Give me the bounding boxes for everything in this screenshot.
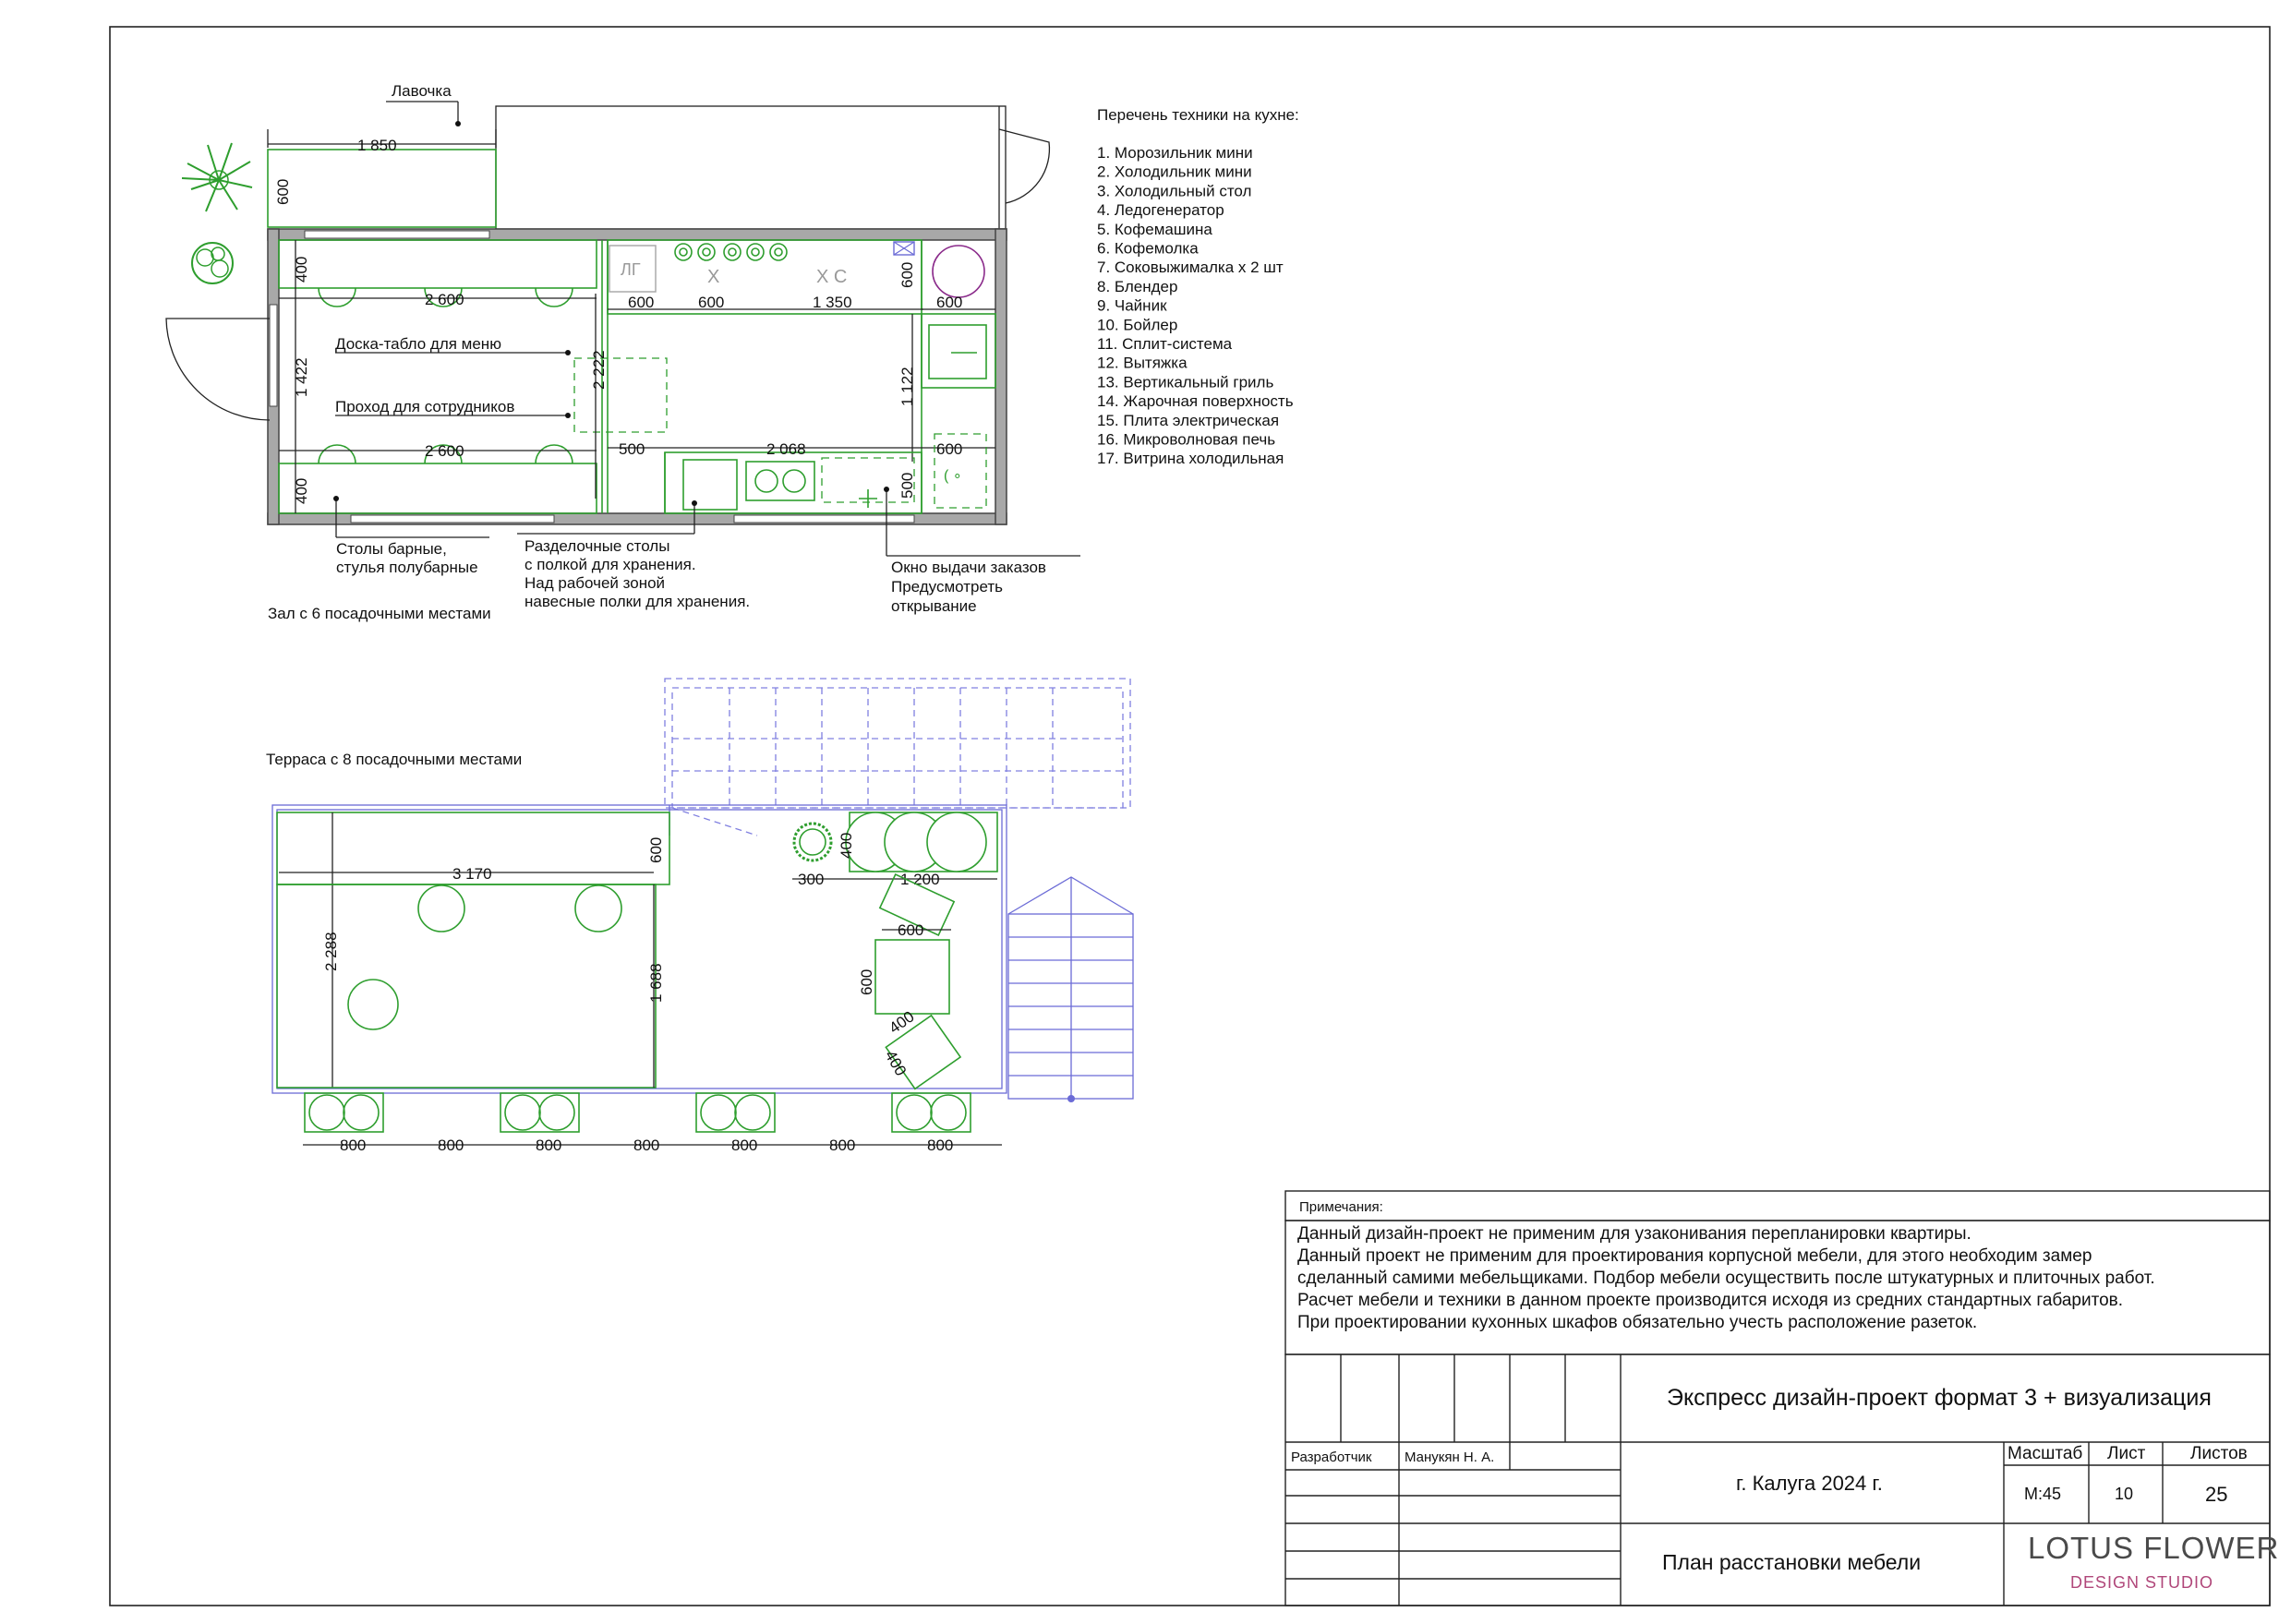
- equipment-item: 11. Сплит-система: [1097, 335, 1233, 353]
- stove: [746, 462, 814, 500]
- dim-k500v: 500: [898, 472, 916, 499]
- sheets-count: 25: [2205, 1483, 2228, 1506]
- developer-label: Разработчик: [1291, 1450, 1372, 1465]
- scale-label: Масштаб: [2008, 1444, 2083, 1463]
- equipment-item: 8. Блендер: [1097, 277, 1178, 295]
- dim-t800: 800: [438, 1137, 464, 1154]
- dim-k600v: 600: [898, 261, 916, 288]
- project-title: Экспресс дизайн-проект формат 3 + визуализация: [1667, 1385, 2212, 1411]
- equipment-item: 5. Кофемашина: [1097, 220, 1212, 238]
- awning-outline: [496, 106, 1006, 229]
- note-line: При проектировании кухонных шкафов обязательно учесть расположение разеток.: [1297, 1313, 1978, 1332]
- stool: [539, 1095, 574, 1130]
- equipment-item: 17. Витрина холодильная: [1097, 450, 1284, 468]
- dim-pass: 2 222: [590, 350, 608, 390]
- plant-icon: [192, 243, 233, 283]
- dim-t600a: 600: [898, 921, 924, 939]
- sheets-label: Листов: [2190, 1444, 2248, 1463]
- dim-t3170: 3 170: [452, 865, 492, 883]
- equipment-item: 15. Плита электрическая: [1097, 411, 1280, 429]
- dim-k600d: 600: [936, 440, 963, 458]
- dim-t400: 400: [838, 832, 855, 859]
- dim-t400b: 400: [881, 1047, 910, 1079]
- dim-t800: 800: [927, 1137, 954, 1154]
- kiosk-plan: [166, 82, 1080, 622]
- label-xc: Х С: [816, 267, 848, 287]
- dim-top-counter: 2 600: [425, 291, 464, 308]
- stool: [505, 1095, 540, 1130]
- dim-t400a: 400: [886, 1007, 918, 1038]
- equipment-item: 14. Жарочная поверхность: [1097, 392, 1294, 411]
- label-staff-pass: Проход для сотрудников: [335, 398, 515, 415]
- dim-k1350: 1 350: [813, 294, 852, 311]
- stairs: [1008, 877, 1133, 1102]
- svg-text:( ∘: ( ∘: [944, 468, 962, 484]
- equipment-item: 3. Холодильный стол: [1097, 182, 1252, 200]
- equipment-item: 16. Микроволновая печь: [1097, 430, 1276, 449]
- developer-name: Манукян Н. А.: [1405, 1450, 1495, 1465]
- bar-counter-top: [279, 240, 597, 288]
- note-line: Данный дизайн-проект не применим для узаконивания перепланировки квартиры.: [1297, 1224, 1971, 1244]
- stool: [344, 1095, 379, 1130]
- label-x: Х: [707, 267, 720, 287]
- bench: [268, 150, 496, 227]
- logo-sub: DESIGN STUDIO: [2070, 1573, 2214, 1592]
- dim-t600v: 600: [858, 968, 875, 995]
- note-line: сделанный самими мебельщиками. Подбор мебели осуществить после штукатурных и плиточных работ.: [1297, 1269, 2155, 1288]
- equipment-item: 4. Ледогенератор: [1097, 201, 1224, 220]
- label-bar-tables-1: Столы барные,: [336, 540, 447, 558]
- dim-t1688: 1 688: [647, 963, 665, 1003]
- label-lg: ЛГ: [621, 260, 641, 279]
- boiler-icon: [933, 246, 984, 297]
- sheet-label: Лист: [2107, 1444, 2146, 1463]
- label-terrace: Терраса с 8 посадочными местами: [266, 751, 523, 768]
- label-window-2: Предусмотреть: [891, 578, 1004, 595]
- equipment-item: 10. Бойлер: [1097, 316, 1178, 334]
- terrace-square-table: [875, 940, 949, 1014]
- entrance-door: [166, 319, 270, 420]
- label-bench: Лавочка: [392, 82, 452, 100]
- label-menu-board: Доска-табло для меню: [335, 335, 501, 353]
- logo-main: LOTUS FLOWER: [2028, 1531, 2280, 1565]
- dim-t300: 300: [798, 871, 825, 888]
- dim-t600: 600: [647, 836, 665, 863]
- dim-bottom-counter-h: 400: [293, 477, 310, 504]
- dim-t800: 800: [731, 1137, 758, 1154]
- wall-right: [995, 229, 1007, 524]
- note-line: Расчет мебели и техники в данном проекте производится исходя из средних стандартных габаритов.: [1297, 1291, 2124, 1310]
- equipment-item: 9. Чайник: [1097, 296, 1167, 315]
- dim-k500: 500: [619, 440, 645, 458]
- terrace-plan: [266, 679, 1133, 1154]
- label-window-1: Окно выдачи заказов: [891, 559, 1046, 576]
- equipment-list-title: Перечень техники на кухне:: [1097, 106, 1299, 124]
- dim-t800: 800: [340, 1137, 367, 1154]
- notes-block: [1285, 1191, 2270, 1354]
- dim-t800: 800: [829, 1137, 856, 1154]
- dim-k600c: 600: [936, 294, 963, 311]
- dim-t800: 800: [633, 1137, 660, 1154]
- dim-k2068: 2 068: [766, 440, 806, 458]
- dim-k1122: 1 122: [898, 367, 916, 406]
- dim-k600a: 600: [628, 294, 655, 311]
- stool: [931, 1095, 966, 1130]
- dim-t1200: 1 200: [900, 871, 940, 888]
- bar-counter-bottom: [279, 463, 597, 513]
- label-window-3: открывание: [891, 597, 977, 615]
- notes-header: Примечания:: [1299, 1199, 1383, 1215]
- label-hall: Зал с 6 посадочными местами: [268, 605, 491, 622]
- equipment-item: 12. Вытяжка: [1097, 354, 1188, 372]
- stool: [309, 1095, 344, 1130]
- stool: [701, 1095, 736, 1130]
- drawing-title: План расстановки мебели: [1662, 1550, 1922, 1574]
- label-cut-tables-3: Над рабочей зоной: [525, 574, 666, 592]
- plant-icon: [182, 143, 252, 211]
- label-cut-tables-1: Разделочные столы: [525, 537, 670, 555]
- dim-k600b: 600: [698, 294, 725, 311]
- label-cut-tables-2: с полкой для хранения.: [525, 556, 696, 573]
- dim-bottom-counter: 2 600: [425, 442, 464, 460]
- equipment-item: 1. Морозильник мини: [1097, 144, 1253, 162]
- note-line: Данный проект не применим для проектирования корпусной мебели, для этого необходим замер: [1297, 1246, 2092, 1266]
- dim-top-counter-h: 400: [293, 256, 310, 283]
- stool: [897, 1095, 932, 1130]
- dim-t800: 800: [536, 1137, 562, 1154]
- equipment-item: 13. Вертикальный гриль: [1097, 373, 1274, 391]
- label-cut-tables-4: навесные полки для хранения.: [525, 593, 751, 610]
- equipment-list: [1097, 106, 1299, 467]
- city-year: г. Калуга 2024 г.: [1736, 1472, 1883, 1495]
- dim-bench-width: 600: [274, 178, 292, 205]
- sheet-number: 10: [2115, 1485, 2134, 1503]
- equipment-item: 6. Кофемолка: [1097, 239, 1199, 258]
- dim-t2288: 2 288: [322, 932, 340, 971]
- equipment-item: 2. Холодильник мини: [1097, 162, 1252, 181]
- scale-value: М:45: [2024, 1485, 2062, 1503]
- dim-hall-h: 1 422: [293, 357, 310, 397]
- stool: [735, 1095, 770, 1130]
- title-block: [1285, 1354, 2279, 1606]
- equipment-item: 7. Соковыжималка х 2 шт: [1097, 259, 1284, 277]
- label-bar-tables-2: стулья полубарные: [336, 559, 478, 576]
- dim-bench-length: 1 850: [357, 137, 397, 154]
